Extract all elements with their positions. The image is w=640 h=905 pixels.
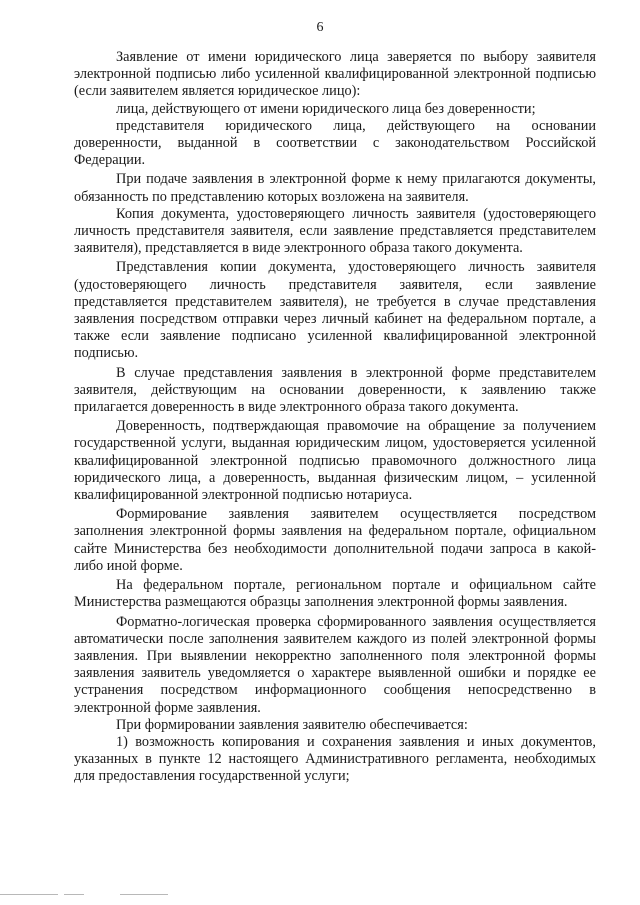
paragraph: На федеральном портале, региональном портале и официальном сайте Министерства размещаются образцы заполнения электронной формы заявления. bbox=[74, 577, 596, 611]
paragraph: Представления копии документа, удостоверяющего личность заявителя (удостоверяющего личность представителя заявителя, если заявление представляется представителем заявителя), не требуется в случае представления заявления посредством отправки через личный кабинет на федеральном портале, а также если заявление подписано усиленной квалифицированной электронной подписью. bbox=[74, 259, 596, 362]
page-number: 6 bbox=[316, 20, 324, 35]
paragraph: представителя юридического лица, действующего на основании доверенности, выданной в соответствии с законодательством Российской Федерации. bbox=[74, 117, 596, 169]
paragraph: Форматно-логическая проверка сформированного заявления осуществляется автоматически после заполнения заявителем каждого из полей электронной формы заявления. При выявлении некорректно заполненного поля электронной формы заявления заявитель уведомляется о характере выявленной ошибки и порядке ее устранения посредством информационного сообщения непосредственно в электронной форме заявления. bbox=[74, 613, 596, 716]
document-body bbox=[74, 49, 596, 786]
scan-edge-mark bbox=[0, 893, 640, 897]
paragraph: Формирование заявления заявителем осуществляется посредством заполнения электронной формы заявления на федеральном портале, официальном сайте Министерства без необходимости дополнительной подачи запроса в какой-либо иной форме. bbox=[74, 506, 596, 574]
paragraph: Копия документа, удостоверяющего личность заявителя (удостоверяющего личность представителя заявителя, если заявление представляется представителем заявителя), представляется в виде электронного образа такого документа. bbox=[74, 205, 596, 257]
paragraph: При формировании заявления заявителю обеспечивается: bbox=[116, 716, 468, 733]
paragraph: В случае представления заявления в электронной форме представителем заявителя, действующим на основании доверенности, к заявлению также прилагается доверенность в виде электронного образа такого документа. bbox=[74, 364, 596, 416]
list-item: 1) возможность копирования и сохранения заявления и иных документов, указанных в пункте 12 настоящего Административного регламента, необходимых для предоставления государственной услуги; bbox=[74, 733, 596, 785]
paragraph: лица, действующего от имени юридического лица без доверенности; bbox=[116, 100, 536, 117]
paragraph: При подаче заявления в электронной форме к нему прилагаются документы, обязанность по представлению которых возложена на заявителя. bbox=[74, 171, 596, 205]
paragraph: Заявление от имени юридического лица заверяется по выбору заявителя электронной подписью либо усиленной квалифицированной электронной подписью (если заявителем является юридическое лицо): bbox=[74, 49, 596, 100]
paragraph: Доверенность, подтверждающая правомочие на обращение за получением государственной услуги, выданная юридическим лицом, удостоверяется усиленной квалифицированной электронной подписью правомочного должностного лица юридического лица, а доверенность, выданная физическим лицом, – усиленной квалифицированной электронной подписью нотариуса. bbox=[74, 418, 596, 504]
